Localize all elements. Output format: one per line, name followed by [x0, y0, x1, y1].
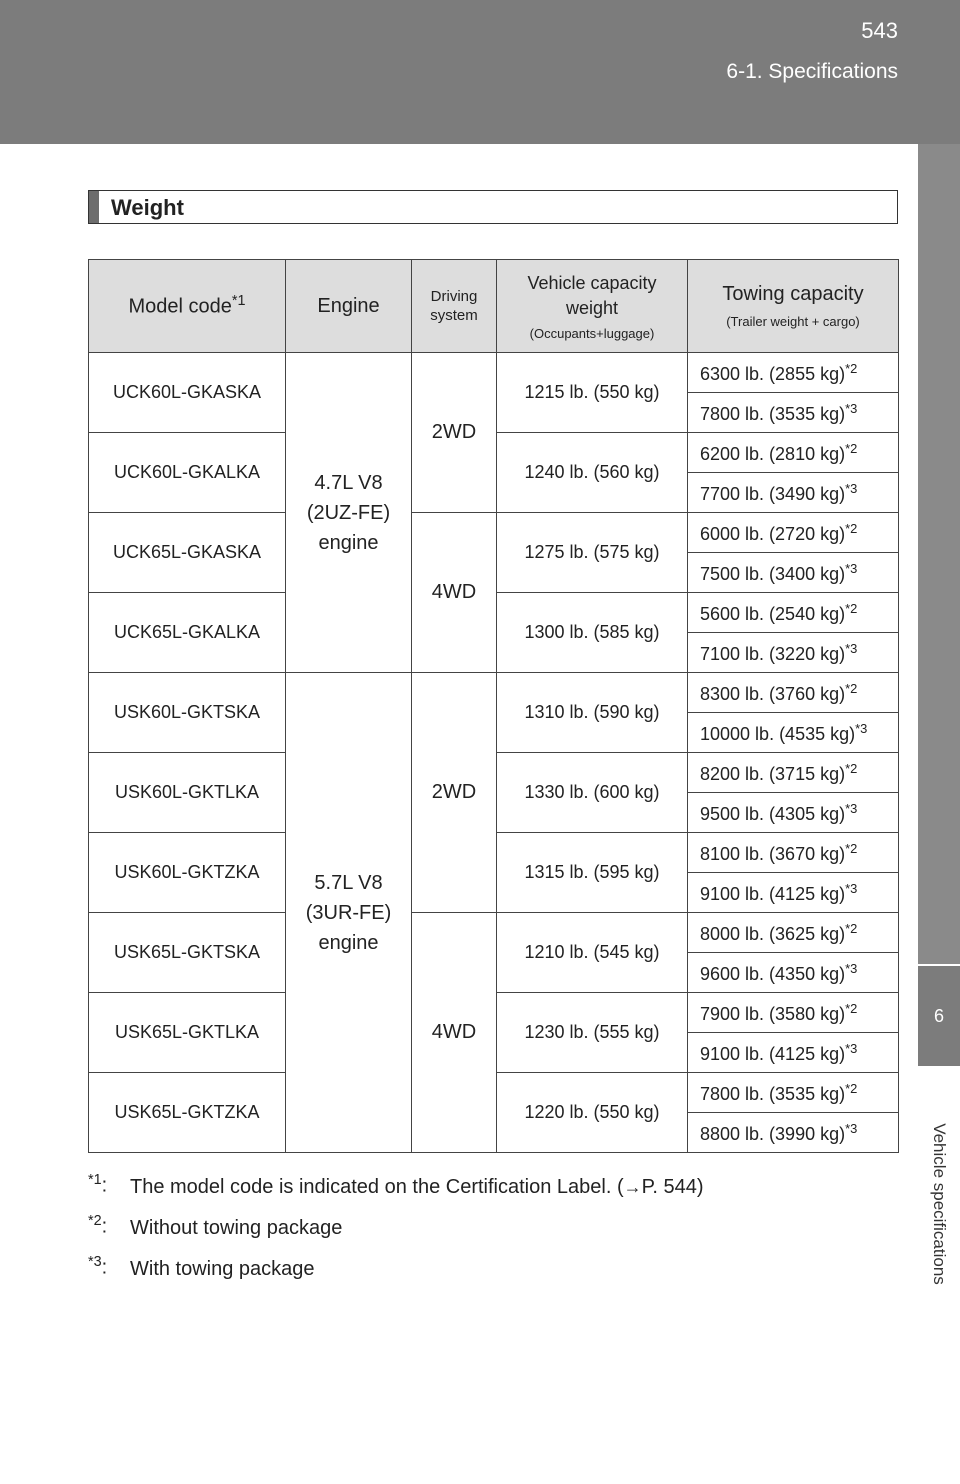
- tow-cell: 8000 lb. (3625 kg)$^{*2}$: [688, 913, 899, 953]
- tow-cell: 6200 lb. (2810 kg)$^{*2}$: [688, 433, 899, 473]
- side-bar: [918, 144, 960, 964]
- tow-cell: 7800 lb. (3535 kg)$^{*3}$: [688, 393, 899, 433]
- footnote-1: $^{*1}$: The model code is indicated on the Certification Label. (→P. 544): [88, 1172, 704, 1198]
- model-code-cell: USK60L-GKTSKA: [89, 673, 286, 753]
- footnote-text: Without towing package: [130, 1217, 343, 1239]
- engine-cell-57: 5.7L V8 (3UR-FE) engine: [286, 673, 412, 1153]
- engine-cell-47: 4.7L V8 (2UZ-FE) engine: [286, 353, 412, 673]
- tow-cell: 6300 lb. (2855 kg)$^{*2}$: [688, 353, 899, 393]
- section-title: 6-1. Specifications: [726, 60, 898, 83]
- drive-cell: 2WD: [412, 673, 497, 913]
- footnote-mark: *1: [88, 1172, 102, 1188]
- header-driving-system: Driving system: [412, 260, 497, 353]
- page-number: 543: [861, 18, 898, 43]
- header-vehicle-capacity: Vehicle capacity weight (Occupants+luggage): [497, 260, 688, 353]
- table-header-row: [89, 260, 899, 353]
- footnote-text: The model code is indicated on the Certification Label. (→P. 544): [130, 1176, 704, 1198]
- capacity-cell: 1300 lb. (585 kg): [497, 593, 688, 673]
- weight-table: [88, 259, 899, 1153]
- footnote-mark: *2: [88, 1213, 102, 1229]
- capacity-cell: 1275 lb. (575 kg): [497, 513, 688, 593]
- capacity-cell: 1310 lb. (590 kg): [497, 673, 688, 753]
- tow-cell: 6000 lb. (2720 kg)$^{*2}$: [688, 513, 899, 553]
- tow-cell: 9100 lb. (4125 kg)$^{*3}$: [688, 1033, 899, 1073]
- heading-marker: [89, 191, 99, 223]
- footnote-2: $^{*2}$: Without towing package: [88, 1213, 343, 1239]
- header-towing-capacity: Towing capacity (Trailer weight + cargo): [688, 260, 899, 353]
- capacity-cell: 1215 lb. (550 kg): [497, 353, 688, 433]
- tow-cell: 5600 lb. (2540 kg)$^{*2}$: [688, 593, 899, 633]
- tow-cell: 7900 lb. (3580 kg)$^{*2}$: [688, 993, 899, 1033]
- model-code-cell: USK60L-GKTZKA: [89, 833, 286, 913]
- model-code-cell: UCK65L-GKALKA: [89, 593, 286, 673]
- tow-cell: 8200 lb. (3715 kg)$^{*2}$: [688, 753, 899, 793]
- tow-cell: 7700 lb. (3490 kg)$^{*3}$: [688, 473, 899, 513]
- model-code-cell: UCK65L-GKASKA: [89, 513, 286, 593]
- table-row: [89, 913, 899, 953]
- tow-cell: 7100 lb. (3220 kg)$^{*3}$: [688, 633, 899, 673]
- heading-title: Weight: [111, 195, 184, 220]
- tow-cell: 9100 lb. (4125 kg)$^{*3}$: [688, 873, 899, 913]
- weight-heading: [88, 190, 898, 224]
- capacity-cell: 1240 lb. (560 kg): [497, 433, 688, 513]
- tow-cell: 10000 lb. (4535 kg)$^{*3}$: [688, 713, 899, 753]
- tow-cell: 9600 lb. (4350 kg)$^{*3}$: [688, 953, 899, 993]
- capacity-cell: 1210 lb. (545 kg): [497, 913, 688, 993]
- header-engine: Engine: [286, 260, 412, 353]
- capacity-cell: 1315 lb. (595 kg): [497, 833, 688, 913]
- tow-cell: 7500 lb. (3400 kg)$^{*3}$: [688, 553, 899, 593]
- chapter-title: Vehicle specifications: [930, 1123, 949, 1285]
- capacity-cell: 1330 lb. (600 kg): [497, 753, 688, 833]
- table-row: [89, 513, 899, 553]
- model-code-cell: USK65L-GKTZKA: [89, 1073, 286, 1153]
- model-code-cell: USK60L-GKTLKA: [89, 753, 286, 833]
- header-model-code: Model code$^{*1}$: [89, 260, 286, 353]
- capacity-cell: 1230 lb. (555 kg): [497, 993, 688, 1073]
- drive-cell: 4WD: [412, 513, 497, 673]
- chapter-side-tab: [918, 144, 960, 1484]
- model-code-cell: USK65L-GKTLKA: [89, 993, 286, 1073]
- footnote-text: With towing package: [130, 1258, 315, 1280]
- capacity-cell: 1220 lb. (550 kg): [497, 1073, 688, 1153]
- tow-cell: 8100 lb. (3670 kg)$^{*2}$: [688, 833, 899, 873]
- tow-cell: 9500 lb. (4305 kg)$^{*3}$: [688, 793, 899, 833]
- table-row: [89, 353, 899, 393]
- tow-cell: 8300 lb. (3760 kg)$^{*2}$: [688, 673, 899, 713]
- model-code-cell: UCK60L-GKALKA: [89, 433, 286, 513]
- page-header: [0, 0, 960, 144]
- footnotes: [88, 1172, 898, 1295]
- table-row: [89, 673, 899, 713]
- chapter-number: 6: [918, 966, 960, 1066]
- tow-cell: 7800 lb. (3535 kg)$^{*2}$: [688, 1073, 899, 1113]
- drive-cell: 4WD: [412, 913, 497, 1153]
- drive-cell: 2WD: [412, 353, 497, 513]
- model-code-cell: UCK60L-GKASKA: [89, 353, 286, 433]
- footnote-mark: *3: [88, 1254, 102, 1270]
- footnote-3: $^{*3}$: With towing package: [88, 1254, 315, 1280]
- arrow-right-icon: →: [623, 1177, 642, 1197]
- tow-cell: 8800 lb. (3990 kg)$^{*3}$: [688, 1113, 899, 1153]
- model-code-cell: USK65L-GKTSKA: [89, 913, 286, 993]
